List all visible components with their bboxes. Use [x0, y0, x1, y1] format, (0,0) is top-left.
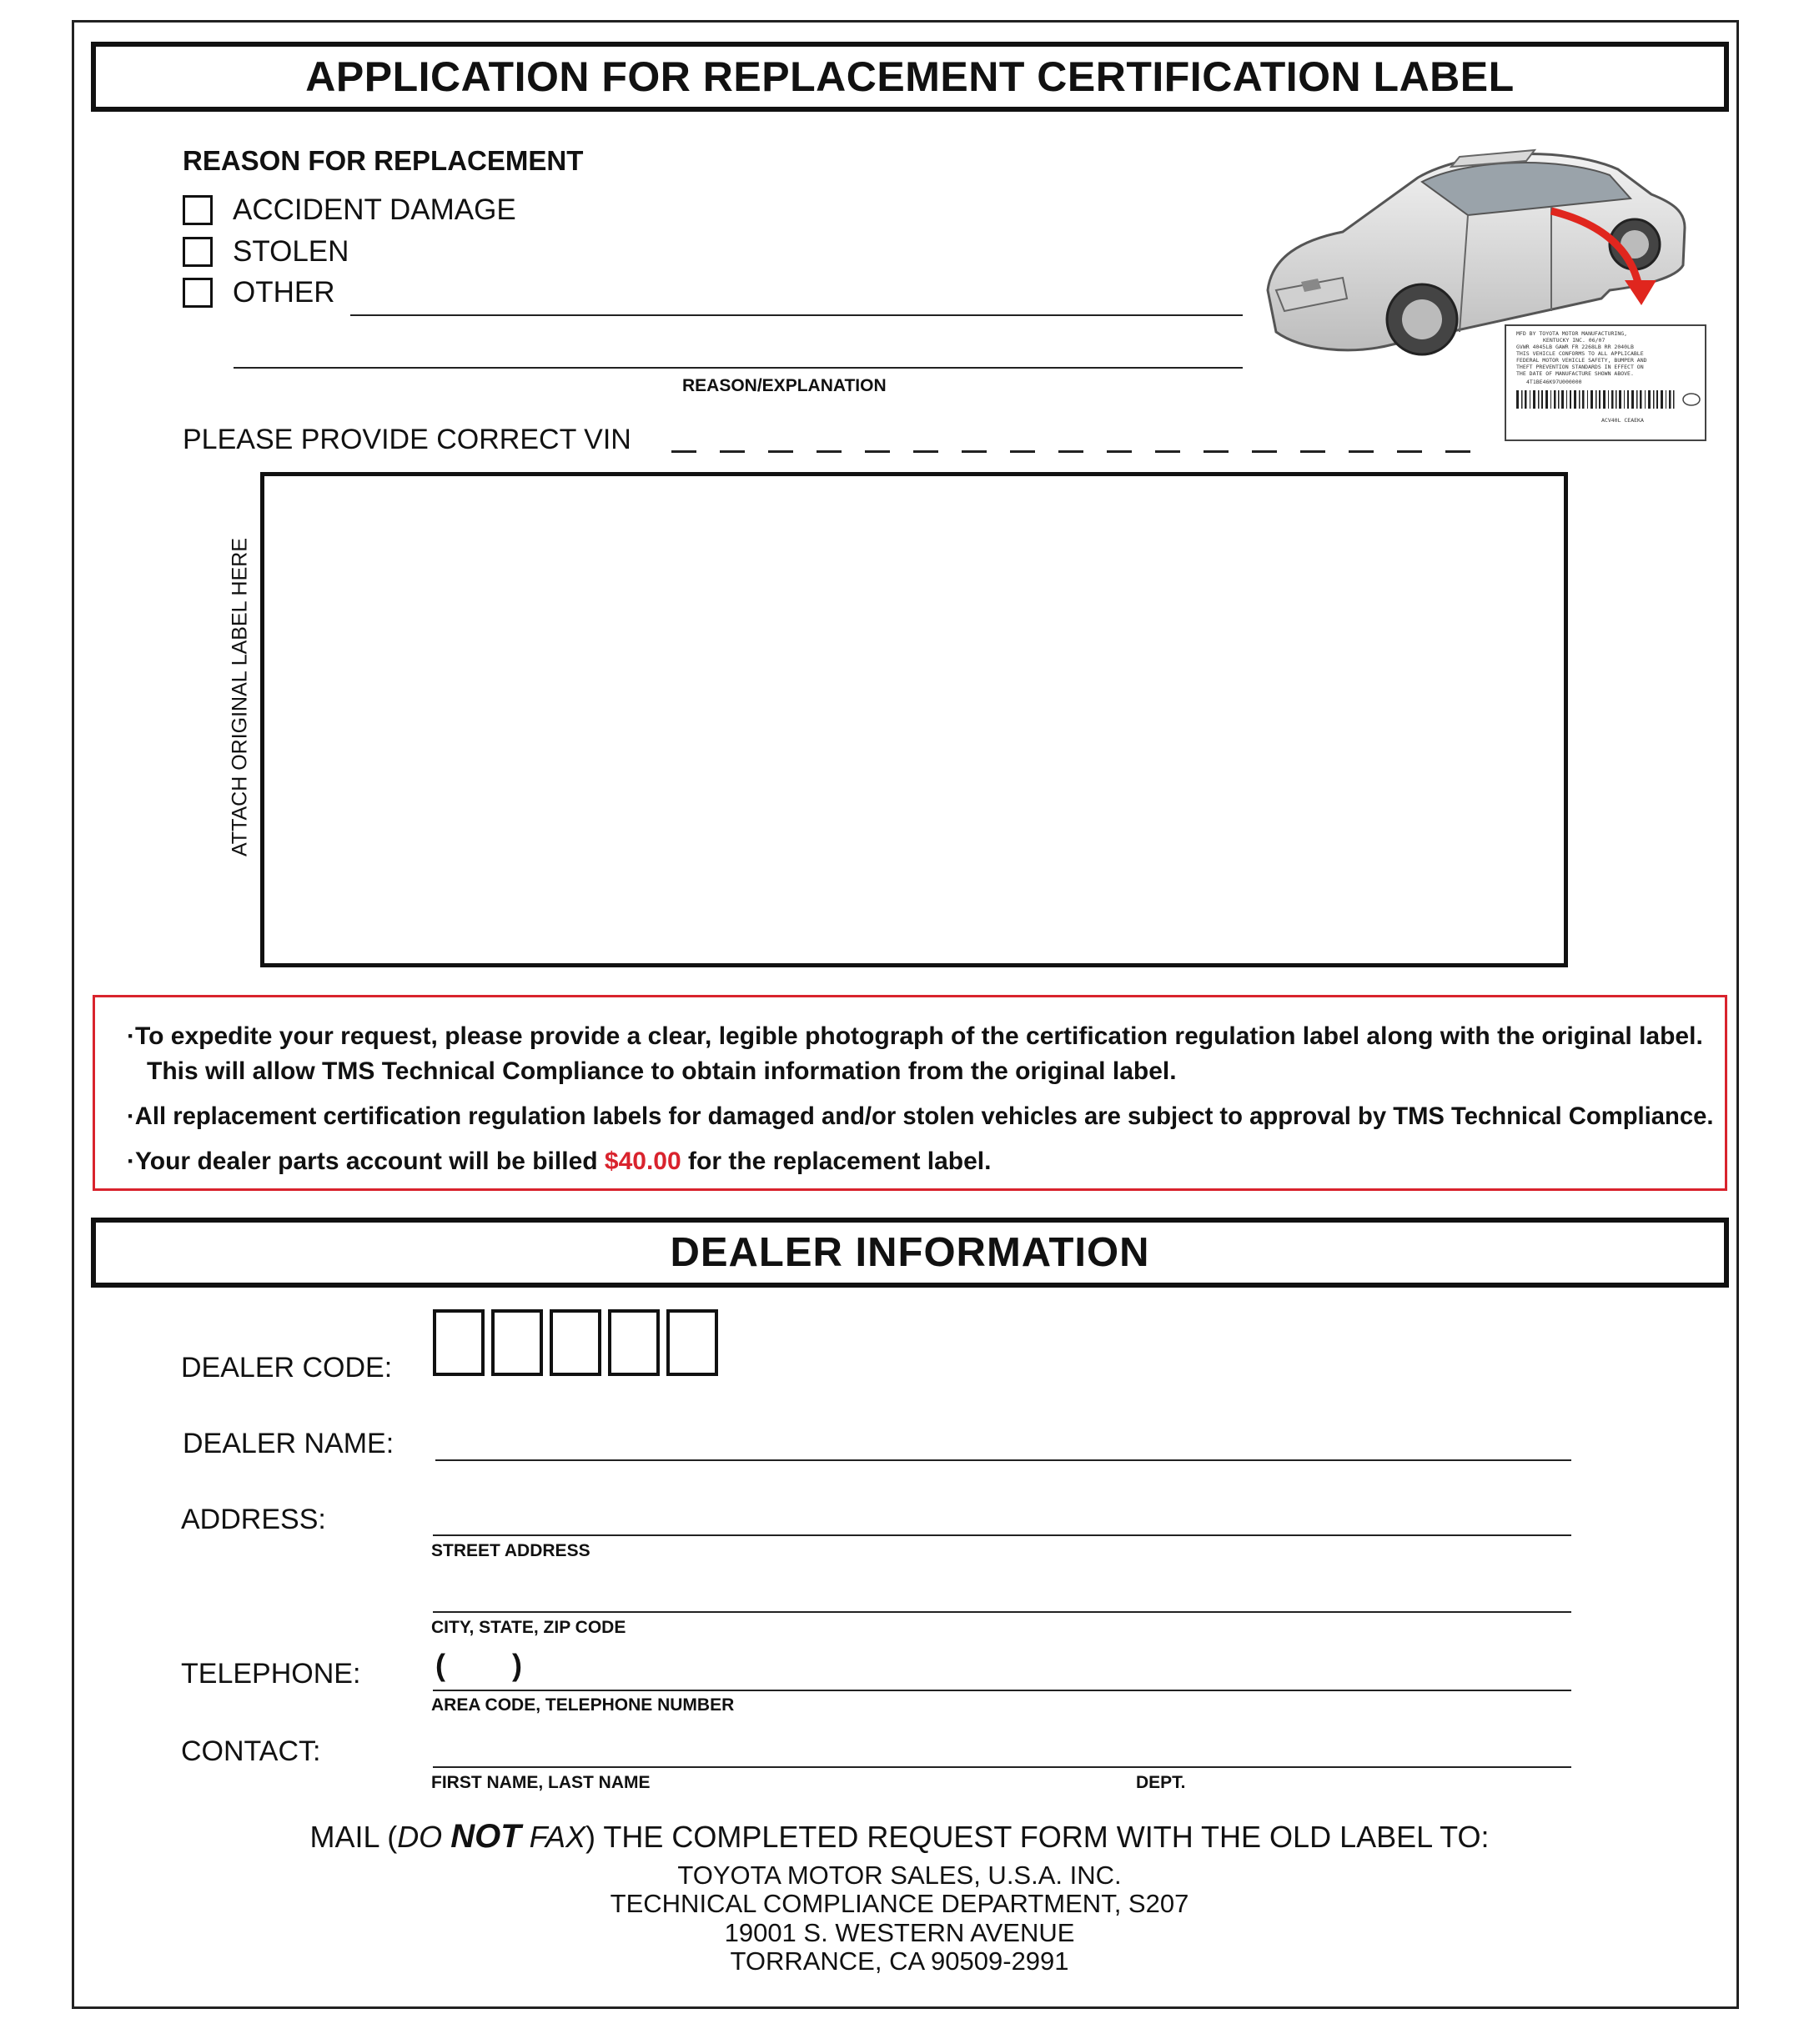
vin-character-slot[interactable]	[1204, 425, 1229, 453]
vin-character-slot[interactable]	[1058, 425, 1083, 453]
vin-character-slot[interactable]	[913, 425, 938, 453]
vin-character-slot[interactable]	[1010, 425, 1035, 453]
vin-character-slot[interactable]	[1349, 425, 1374, 453]
telephone-area-code-parens: ( )	[435, 1648, 522, 1682]
city-state-zip-field[interactable]	[433, 1611, 1571, 1613]
mail-address-line-2: TECHNICAL COMPLIANCE DEPARTMENT, S207	[610, 1889, 1189, 1918]
checkbox-stolen[interactable]	[183, 237, 213, 267]
dealer-name-label: DEALER NAME:	[183, 1428, 394, 1459]
other-reason-line[interactable]	[350, 314, 1243, 316]
dealer-name-field[interactable]	[435, 1459, 1571, 1461]
dealer-code-cell[interactable]	[666, 1309, 718, 1376]
option-accident-damage[interactable]	[183, 193, 516, 227]
dealer-code-label: DEALER CODE:	[181, 1352, 393, 1384]
dealer-info-title-box	[91, 1218, 1729, 1288]
vin-character-slot[interactable]	[720, 425, 745, 453]
street-address-caption: STREET ADDRESS	[431, 1541, 590, 1560]
mail-address-line-3: 19001 S. WESTERN AVENUE	[724, 1918, 1075, 1947]
form-title: APPLICATION FOR REPLACEMENT CERTIFICATION LABEL	[305, 53, 1515, 100]
option-label: ACCIDENT DAMAGE	[233, 193, 516, 226]
telephone-label: TELEPHONE:	[181, 1658, 361, 1690]
option-label: OTHER	[233, 276, 335, 309]
fee-amount: $40.00	[604, 1148, 681, 1175]
address-label: ADDRESS:	[181, 1504, 326, 1535]
car-label-illustration	[1251, 132, 1718, 442]
svg-text:MFD BY TOYOTA MOTOR MANUFACTUR: MFD BY TOYOTA MOTOR MANUFACTURING, KENTUCKY INC. 06/07 GVWR 4045LB GAWR FR 2268LB RR 2040LB THIS VEHICLE CONFORMS TO ALL APPLICABLE FEDERAL MOTOR VEHICLE SAFETY, BUMPER AND THEFT PREVENTION STANDARDS IN EFFECT ON THE DATE OF MANUFACTURE SHOWN ABOVE. 4T1BE46K97U000000 ACV40L CEAEKA	[1516, 330, 1647, 424]
dealer-code-cell[interactable]	[550, 1309, 601, 1376]
contact-field[interactable]	[433, 1766, 1571, 1768]
notice-box	[93, 995, 1727, 1191]
mail-address-line-4: TORRANCE, CA 90509-2991	[730, 1946, 1069, 1976]
dealer-code-input[interactable]	[433, 1309, 725, 1376]
vin-character-slot[interactable]	[1397, 425, 1422, 453]
dealer-code-cell[interactable]	[491, 1309, 543, 1376]
telephone-field[interactable]	[433, 1690, 1571, 1691]
contact-name-caption: FIRST NAME, LAST NAME	[431, 1773, 651, 1792]
dept-caption: DEPT.	[1136, 1773, 1186, 1792]
notice-line-1: ·To expedite your request, please provide a clear, legible photograph of the certification regulation label along with the original label.	[127, 1022, 1703, 1050]
vin-input[interactable]	[671, 425, 1494, 453]
attach-label-area[interactable]	[260, 472, 1568, 967]
sample-label-icon	[1505, 325, 1706, 440]
option-label: STOLEN	[233, 235, 349, 268]
vin-character-slot[interactable]	[671, 425, 696, 453]
vin-character-slot[interactable]	[1300, 425, 1325, 453]
city-state-zip-caption: CITY, STATE, ZIP CODE	[431, 1618, 626, 1637]
contact-label: CONTACT:	[181, 1735, 321, 1767]
dealer-code-cell[interactable]	[433, 1309, 485, 1376]
checkbox-accident-damage[interactable]	[183, 195, 213, 225]
vin-character-slot[interactable]	[768, 425, 793, 453]
checkbox-other[interactable]	[183, 278, 213, 308]
vin-character-slot[interactable]	[1155, 425, 1180, 453]
explanation-line[interactable]	[234, 367, 1243, 369]
vin-label: PLEASE PROVIDE CORRECT VIN	[183, 424, 631, 455]
notice-line-1b: This will allow TMS Technical Compliance to obtain information from the original label.	[147, 1057, 1177, 1085]
option-other[interactable]	[183, 276, 335, 309]
vin-character-slot[interactable]	[865, 425, 890, 453]
vin-character-slot[interactable]	[1445, 425, 1470, 453]
option-stolen[interactable]	[183, 235, 349, 269]
vin-character-slot[interactable]	[817, 425, 842, 453]
mail-instructions: MAIL (DO NOT FAX) THE COMPLETED REQUEST FORM WITH THE OLD LABEL TO:	[309, 1818, 1490, 1855]
reason-heading: REASON FOR REPLACEMENT	[183, 145, 584, 176]
dealer-code-cell[interactable]	[608, 1309, 660, 1376]
dealer-info-title: DEALER INFORMATION	[670, 1230, 1150, 1275]
explanation-caption: REASON/EXPLANATION	[682, 376, 887, 395]
form-title-box	[91, 42, 1729, 112]
attach-label-caption: ATTACH ORIGINAL LABEL HERE	[228, 537, 252, 857]
vin-character-slot[interactable]	[1252, 425, 1277, 453]
vin-character-slot[interactable]	[1107, 425, 1132, 453]
street-address-field[interactable]	[433, 1534, 1571, 1536]
notice-line-3: ·Your dealer parts account will be billed $40.00 for the replacement label.	[127, 1148, 992, 1175]
vin-character-slot[interactable]	[962, 425, 987, 453]
notice-line-2: ·All replacement certification regulation labels for damaged and/or stolen vehicles are subject to approval by TMS Technical Compliance.	[127, 1102, 1714, 1130]
mail-address-line-1: TOYOTA MOTOR SALES, U.S.A. INC.	[677, 1861, 1122, 1890]
telephone-caption: AREA CODE, TELEPHONE NUMBER	[431, 1695, 735, 1715]
